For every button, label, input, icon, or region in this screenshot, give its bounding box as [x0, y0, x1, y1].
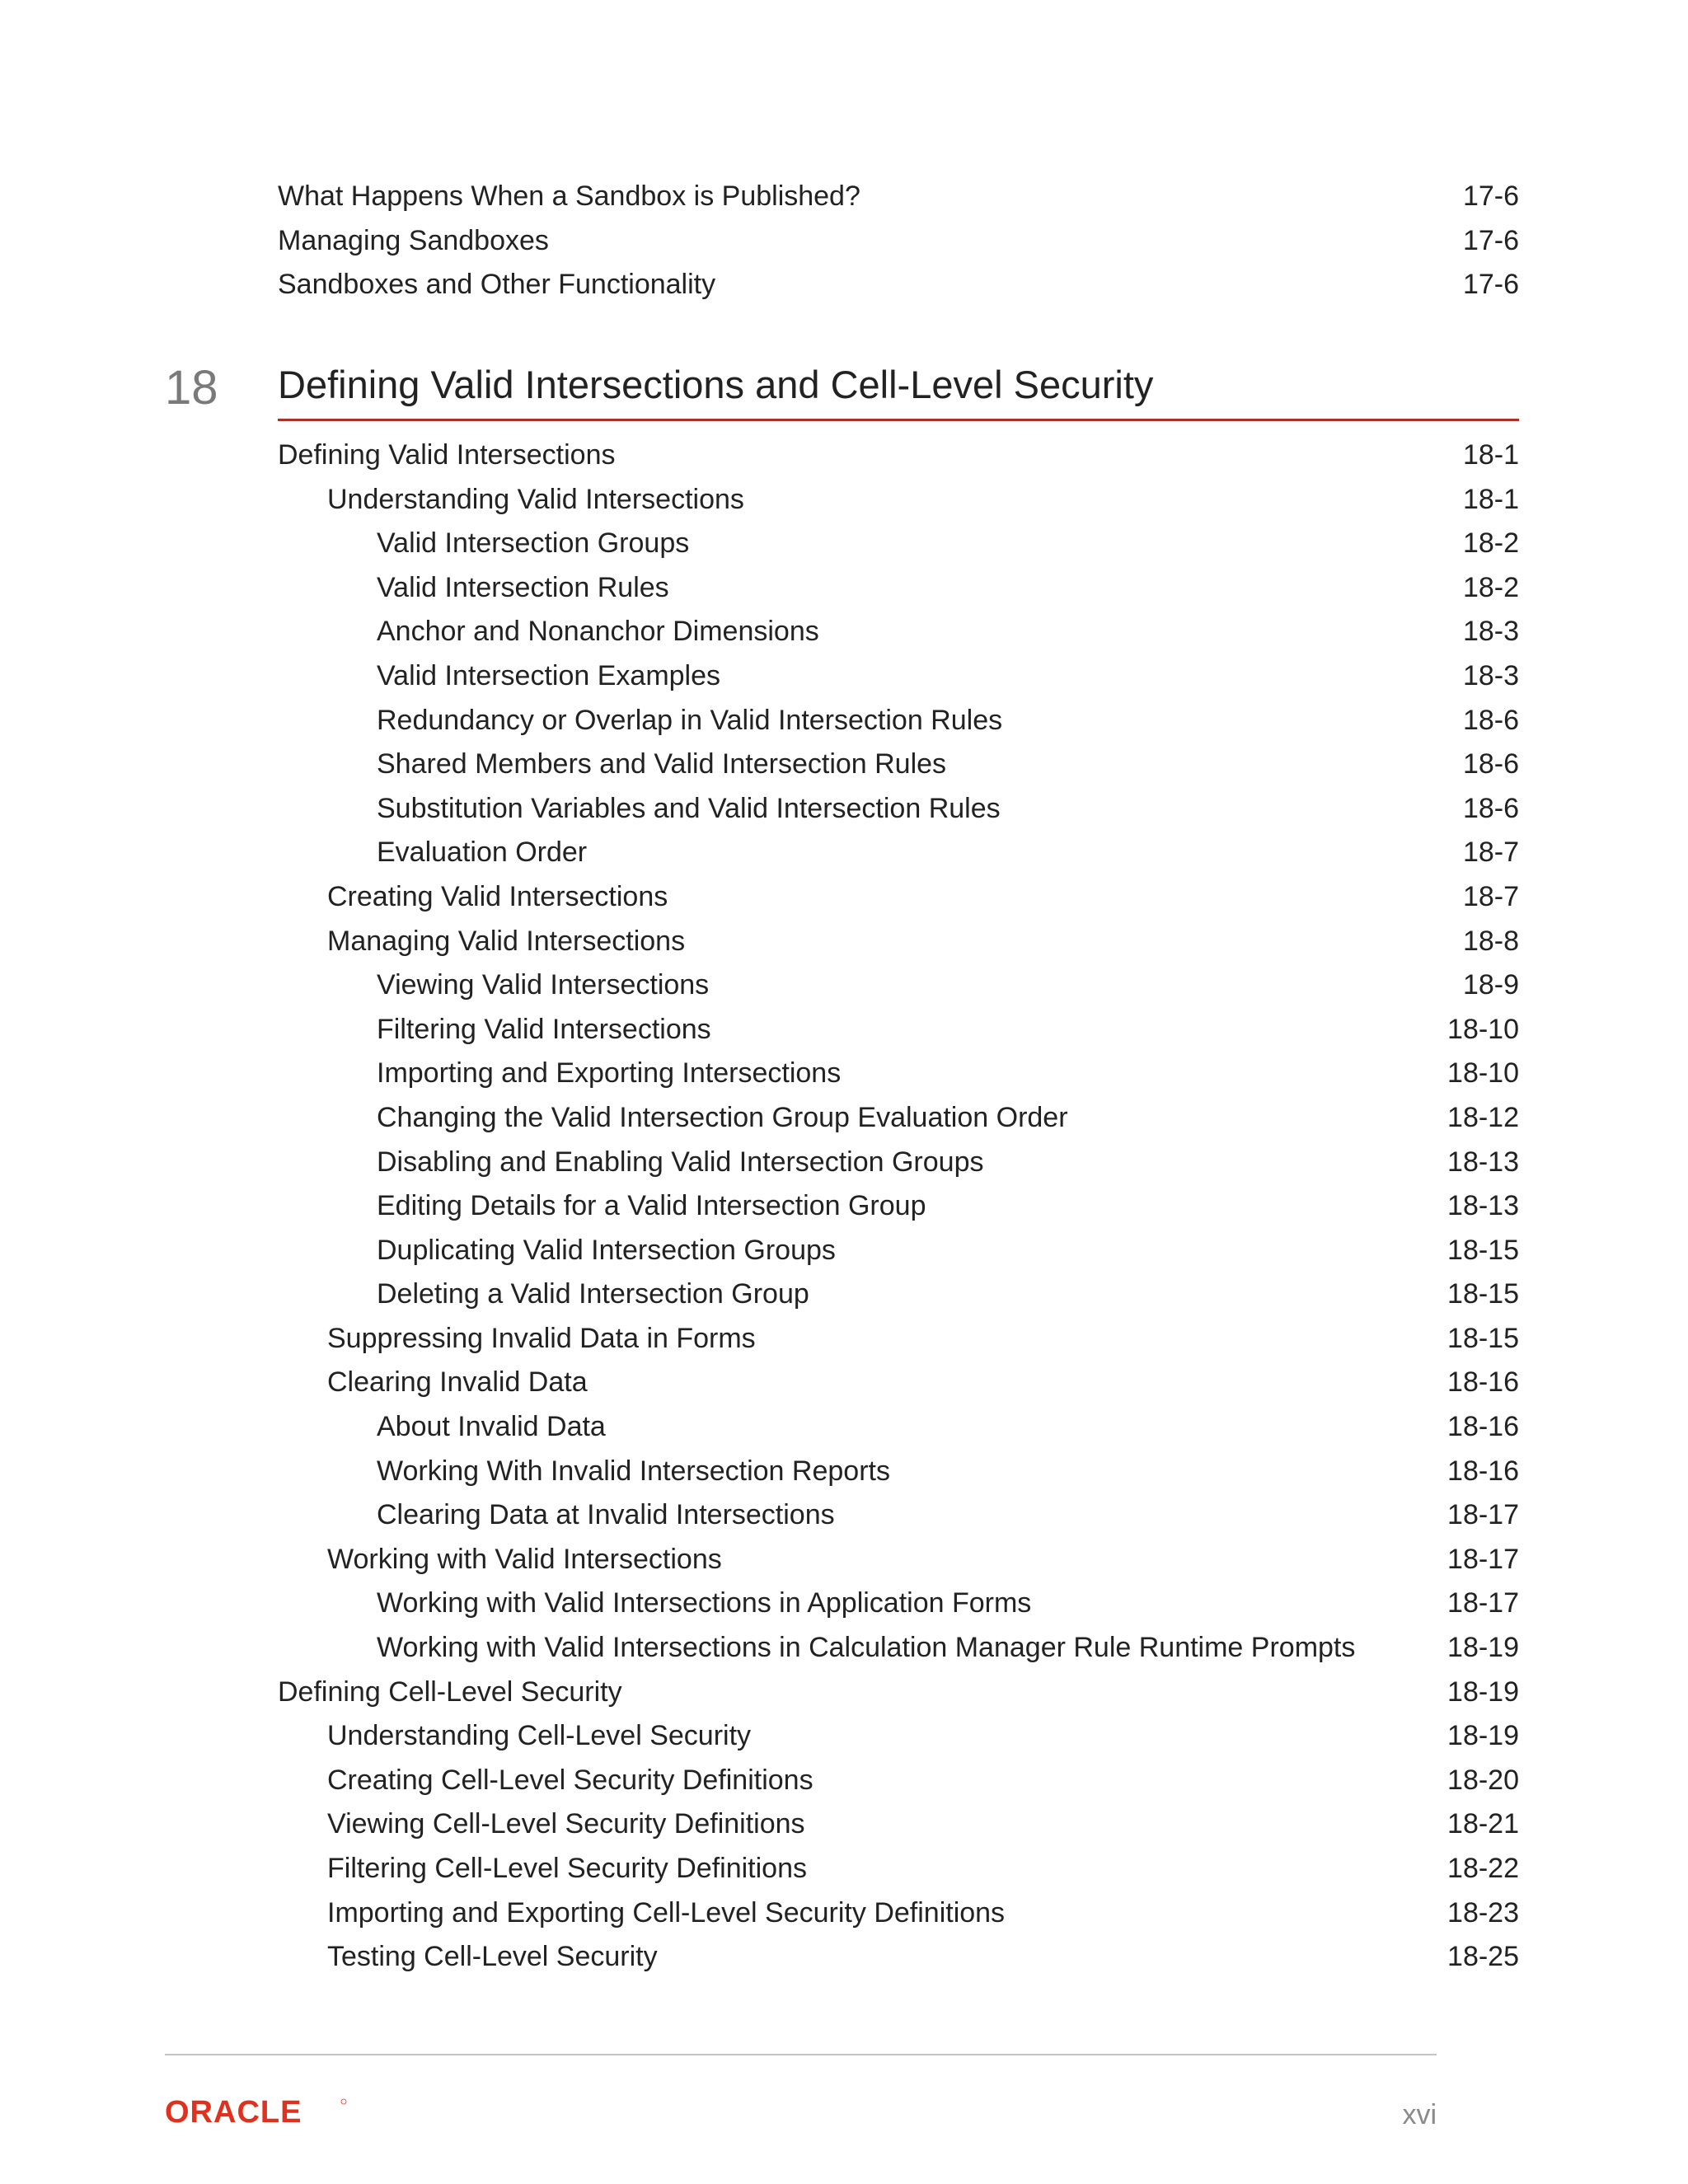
toc-entry-page-number[interactable]: 18-6	[1462, 792, 1519, 824]
toc-entry-title[interactable]: Anchor and Nonanchor Dimensions	[377, 616, 819, 648]
toc-entry-title[interactable]: Duplicating Valid Intersection Groups	[377, 1234, 836, 1266]
toc-entry[interactable]	[278, 263, 1519, 307]
toc-entry[interactable]	[278, 743, 1519, 787]
toc-entry-page-number[interactable]: 18-9	[1462, 969, 1519, 1001]
footer-divider	[165, 2054, 1437, 2055]
toc-entry-title[interactable]: Clearing Invalid Data	[327, 1366, 588, 1399]
toc-entry-title[interactable]: Evaluation Order	[377, 837, 588, 869]
toc-entry-page-number[interactable]: 17-6	[1462, 180, 1519, 212]
toc-entry-page-number[interactable]: 18-1	[1462, 483, 1519, 515]
toc-entry-page-number[interactable]: 18-25	[1447, 1941, 1519, 1973]
toc-entry[interactable]	[278, 566, 1519, 611]
toc-entry-page-number[interactable]: 18-16	[1447, 1455, 1519, 1487]
toc-entry-page-number[interactable]: 18-10	[1447, 1013, 1519, 1045]
toc-entry-page-number[interactable]: 18-21	[1447, 1808, 1519, 1840]
toc-entry-page-number[interactable]: 18-3	[1462, 659, 1519, 691]
toc-entry-page-number[interactable]: 18-8	[1462, 925, 1519, 957]
toc-entry-title[interactable]: Editing Details for a Valid Intersection Group	[377, 1190, 926, 1222]
toc-entry[interactable]	[278, 434, 1519, 478]
toc-entry[interactable]	[278, 1141, 1519, 1185]
toc-entry-page-number[interactable]: 18-13	[1447, 1146, 1519, 1178]
toc-entry-title[interactable]: Suppressing Invalid Data in Forms	[327, 1322, 756, 1354]
toc-entry-page-number[interactable]: 18-1	[1462, 439, 1519, 471]
toc-entry-page-number[interactable]: 18-19	[1447, 1675, 1519, 1708]
toc-entry-title[interactable]: Working with Valid Intersections	[327, 1543, 722, 1575]
toc-entry[interactable]	[278, 219, 1519, 264]
toc-entry-title[interactable]: Working With Invalid Intersection Reports	[377, 1455, 890, 1487]
toc-entry[interactable]	[278, 1405, 1519, 1450]
toc-entry-page-number[interactable]: 18-13	[1447, 1190, 1519, 1222]
chapter-title: Defining Valid Intersections and Cell-Level Security	[278, 363, 1154, 406]
toc-entry[interactable]	[278, 1272, 1519, 1317]
toc-entry[interactable]	[278, 1096, 1519, 1141]
toc-entry[interactable]	[278, 1759, 1519, 1803]
toc-entry[interactable]	[278, 787, 1519, 832]
toc-entry[interactable]	[278, 1714, 1519, 1759]
toc-entry-title[interactable]: Viewing Valid Intersections	[377, 969, 710, 1001]
page-number: xvi	[1402, 2099, 1437, 2130]
toc-entry-title[interactable]: Working with Valid Intersections in Application Forms	[377, 1587, 1032, 1619]
toc-entry[interactable]	[278, 654, 1519, 699]
toc-entry[interactable]	[278, 1935, 1519, 1980]
chapter-divider	[278, 419, 1519, 421]
toc-entry[interactable]	[278, 1802, 1519, 1847]
toc-entry-title[interactable]: Sandboxes and Other Functionality	[278, 269, 716, 301]
toc-entry[interactable]	[278, 699, 1519, 743]
toc-entry[interactable]	[278, 1626, 1519, 1671]
toc-entry[interactable]	[278, 1052, 1519, 1096]
toc-entry[interactable]	[278, 1450, 1519, 1494]
chapter-number: 18	[165, 361, 218, 415]
oracle-logo-wordmark	[165, 2098, 348, 2126]
toc-entry-title[interactable]: Working with Valid Intersections in Calculation Manager Rule Runtime Prompts	[377, 1632, 1356, 1664]
toc-entry-title[interactable]: Viewing Cell-Level Security Definitions	[327, 1808, 805, 1840]
toc-entry-title[interactable]: Creating Cell-Level Security Definitions	[327, 1764, 814, 1796]
toc-entry[interactable]	[278, 1317, 1519, 1361]
toc-entry-page-number[interactable]: 18-20	[1447, 1764, 1519, 1796]
oracle-logo-text: ORACLE	[165, 2098, 302, 2126]
toc-entry-title[interactable]: Valid Intersection Rules	[377, 571, 669, 603]
toc-entry-title[interactable]: What Happens When a Sandbox is Published?	[278, 180, 860, 212]
toc-entry-page-number[interactable]: 18-22	[1447, 1853, 1519, 1884]
toc-entry[interactable]	[278, 1582, 1519, 1626]
toc-entry[interactable]	[278, 1847, 1519, 1891]
toc-entry[interactable]	[278, 1671, 1519, 1715]
toc-entry-title[interactable]: Redundancy or Overlap in Valid Intersection Rules	[377, 704, 1003, 736]
toc-entry-title[interactable]: Shared Members and Valid Intersection Rules	[377, 748, 947, 780]
toc-list-chapter-18	[278, 434, 1519, 1980]
toc-entry[interactable]	[278, 1493, 1519, 1538]
toc-entry-page-number[interactable]: 18-10	[1447, 1057, 1519, 1090]
toc-entry-title[interactable]: Creating Valid Intersections	[327, 880, 668, 912]
toc-entry-title[interactable]: Importing and Exporting Intersections	[377, 1057, 842, 1090]
toc-entry-title[interactable]: Deleting a Valid Intersection Group	[377, 1278, 809, 1310]
toc-entry-title[interactable]: Filtering Valid Intersections	[377, 1013, 711, 1045]
toc-entry-page-number[interactable]: 18-23	[1447, 1896, 1519, 1929]
toc-entry-page-number[interactable]: 18-17	[1447, 1587, 1519, 1619]
toc-entry[interactable]	[278, 610, 1519, 654]
toc-entry-page-number[interactable]: 18-6	[1462, 704, 1519, 736]
toc-entry-page-number[interactable]: 18-2	[1462, 527, 1519, 560]
toc-entry[interactable]	[278, 1229, 1519, 1273]
toc-entry-title[interactable]: Understanding Valid Intersections	[327, 483, 744, 515]
toc-entry-page-number[interactable]: 18-6	[1462, 748, 1519, 780]
toc-entry-title[interactable]: Understanding Cell-Level Security	[327, 1720, 752, 1752]
toc-entry-title[interactable]: Clearing Data at Invalid Intersections	[377, 1499, 835, 1531]
toc-entry-title[interactable]: Testing Cell-Level Security	[327, 1941, 658, 1973]
toc-entry-page-number[interactable]: 18-15	[1447, 1322, 1519, 1354]
toc-entry-title[interactable]: Filtering Cell-Level Security Definitions	[327, 1853, 808, 1884]
toc-entry-page-number[interactable]: 18-15	[1447, 1234, 1519, 1266]
toc-entry-page-number[interactable]: 18-7	[1462, 880, 1519, 912]
toc-entry[interactable]	[278, 1538, 1519, 1582]
toc-entry-page-number[interactable]: 18-7	[1462, 837, 1519, 869]
toc-entry[interactable]	[278, 1361, 1519, 1405]
toc-entry-page-number[interactable]: 18-17	[1447, 1499, 1519, 1531]
toc-entry-title[interactable]: Valid Intersection Examples	[377, 659, 721, 691]
toc-entry-page-number[interactable]: 18-2	[1462, 571, 1519, 603]
toc-entry-page-number[interactable]: 18-17	[1447, 1543, 1519, 1575]
toc-entry[interactable]	[278, 920, 1519, 964]
toc-entry-title[interactable]: About Invalid Data	[377, 1411, 606, 1443]
toc-entry-page-number[interactable]: 17-6	[1462, 224, 1519, 256]
toc-entry-title[interactable]: Substitution Variables and Valid Intersection Rules	[377, 792, 1001, 824]
toc-entry-page-number[interactable]: 18-19	[1447, 1720, 1519, 1752]
toc-entry-title[interactable]: Disabling and Enabling Valid Intersection Groups	[377, 1146, 984, 1178]
toc-entry-title[interactable]: Importing and Exporting Cell-Level Security Definitions	[327, 1896, 1006, 1929]
toc-entry[interactable]	[278, 1184, 1519, 1229]
toc-list-previous-chapter	[278, 175, 1519, 307]
toc-entry-page-number[interactable]: 18-19	[1447, 1632, 1519, 1664]
toc-entry[interactable]	[278, 963, 1519, 1008]
oracle-logo	[165, 2098, 348, 2130]
toc-entry[interactable]	[278, 478, 1519, 523]
registered-mark-icon	[341, 2099, 346, 2104]
toc-entry-page-number[interactable]: 18-16	[1447, 1411, 1519, 1443]
toc-entry-page-number[interactable]: 18-12	[1447, 1101, 1519, 1133]
toc-entry[interactable]	[278, 522, 1519, 566]
toc-entry-title[interactable]: Managing Valid Intersections	[327, 925, 686, 957]
toc-entry-page-number[interactable]: 18-16	[1447, 1366, 1519, 1399]
toc-entry-page-number[interactable]: 18-3	[1462, 616, 1519, 648]
toc-entry-page-number[interactable]: 17-6	[1462, 269, 1519, 301]
toc-entry[interactable]	[278, 175, 1519, 219]
toc-entry-title[interactable]: Managing Sandboxes	[278, 224, 549, 256]
toc-entry-title[interactable]: Changing the Valid Intersection Group Evaluation Order	[377, 1101, 1068, 1133]
toc-entry-page-number[interactable]: 18-15	[1447, 1278, 1519, 1310]
toc-entry-title[interactable]: Defining Cell-Level Security	[278, 1675, 622, 1708]
toc-entry[interactable]	[278, 875, 1519, 920]
toc-entry-title[interactable]: Defining Valid Intersections	[278, 439, 616, 471]
toc-entry-title[interactable]: Valid Intersection Groups	[377, 527, 690, 560]
toc-entry[interactable]	[278, 831, 1519, 875]
toc-entry[interactable]	[278, 1008, 1519, 1052]
toc-entry[interactable]	[278, 1891, 1519, 1936]
